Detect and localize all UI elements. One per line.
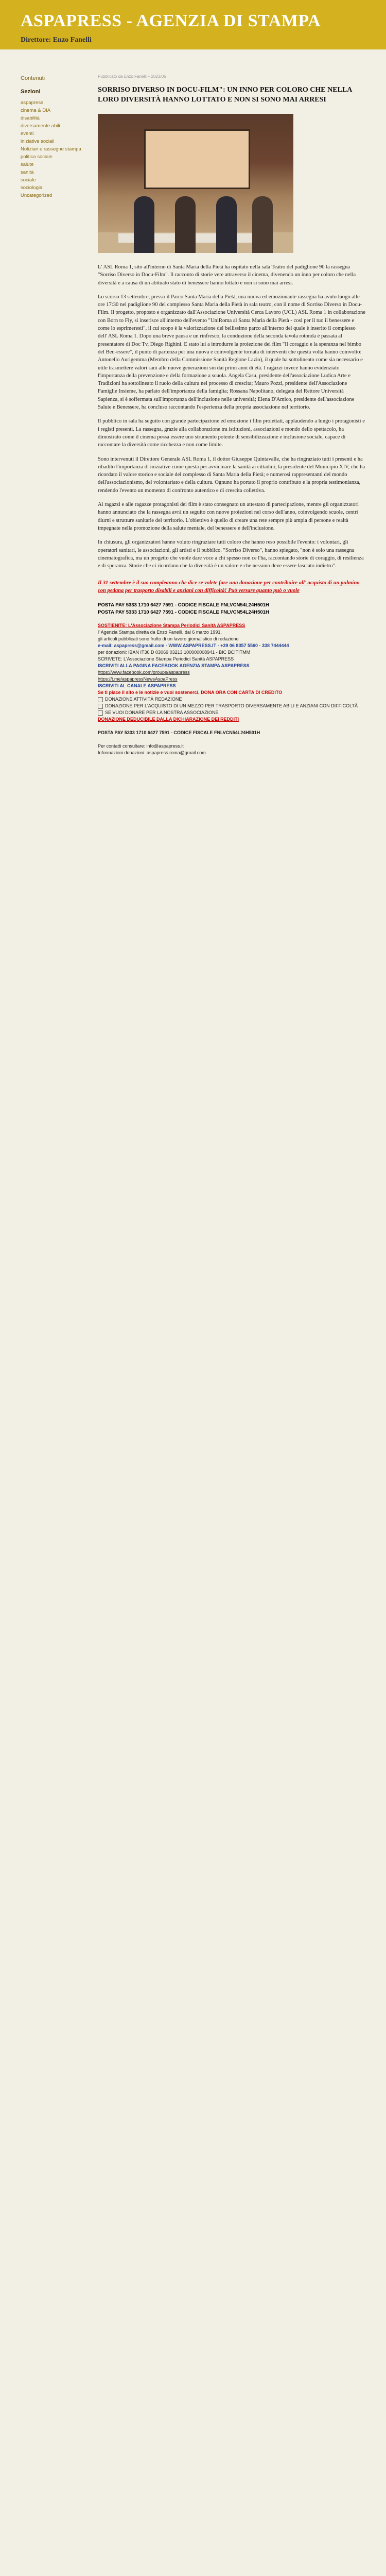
- canal-link[interactable]: ISCRIVITI AL CANALE ASPAPRESS: [98, 683, 176, 689]
- article-meta: Pubblicato da Enzo Fanelli – 2023/05: [98, 74, 166, 79]
- sidebar-title-contents: Contenuti: [21, 75, 45, 81]
- checkbox-icon[interactable]: [98, 697, 103, 702]
- support-line[interactable]: ISCRIVITI ALLA PAGINA FACEBOOK AGENZIA STAMPA ASPAPRESS: [98, 663, 250, 669]
- person-figure: [216, 196, 237, 253]
- support-line: gli articoli pubblicati sono frutto di un lavoro giornalistico di redazione: [98, 636, 239, 642]
- payment-line: POSTA PAY 5333 1710 6427 7591 - CODICE FISCALE FNLVCN54L24H501H: [98, 609, 269, 616]
- donation-option-label: DONAZIONE PER L'ACQUISTO DI UN MEZZO PER TRASPORTO DIVERSAMENTE ABILI E ANZIANI CON DIFFICOLTÀ: [105, 703, 358, 709]
- projection-screen: [144, 129, 250, 189]
- donation-option[interactable]: [98, 709, 365, 716]
- sidebar-item[interactable]: aspapress: [21, 100, 43, 106]
- payment-line: POSTA PAY 5333 1710 6427 7591 - CODICE FISCALE FNLVCN54L24H501H: [98, 602, 269, 608]
- support-link[interactable]: https://t.me/aspapressNewsAspaPress: [98, 676, 178, 682]
- sidebar: [21, 75, 82, 199]
- person-figure: [252, 196, 273, 253]
- sidebar-item[interactable]: sociologia: [21, 185, 43, 191]
- site-header: [0, 0, 386, 49]
- sidebar-item[interactable]: sociale: [21, 177, 36, 183]
- article: [98, 74, 365, 756]
- support-line[interactable]: e-mail: aspapress@gmail.com - WWW.ASPAPRESS.IT - +39 06 8357 5560 - 338 7444444: [98, 643, 289, 649]
- sidebar-item[interactable]: diversamente abili: [21, 123, 60, 129]
- donation-option[interactable]: [98, 696, 365, 703]
- article-paragraph: Ai ragazzi e alle ragazze protagonisti dei film è stato consegnato un attestato di partecipazione, mentre gli organizzatori hanno annunciato che la rassegna avrà un seguito con nuove proiezioni nel corso dell'anno, coinvolgendo scuole, centri diurni e strutture sanitarie del territorio. L'obiettivo è quello di creare una rete sempre più ampia di persone e realtà impegnate nella promozione della salute mentale, del benessere e dell'inclusione.: [98, 502, 359, 531]
- article-title[interactable]: SORRISO DIVERSO IN DOCU-FILM": UN INNO PER COLORO CHE NELLA LORO DIVERSITÀ HANNO LOTTATO E NON SI SONO MAI ARRESI: [98, 86, 352, 104]
- article-paragraph: Sono intervenuti il Direttore Generale ASL Roma 1, il dottor Giuseppe Quintavalle, che ha ringraziato tutti i presenti e ha ribadito l'importanza di iniziative come questa per avvicinare la sanità ai cittadini; la presidente del Municipio XIV, che ha ricordato il valore storico e sociale del complesso di Santa Maria della Pietà; e numerosi rappresentanti del mondo dell'associazionismo, del volontariato e della cultura. Ognuno ha portato il proprio contributo e la propria testimonianza, rendendo l'evento un momento di confronto autentico e di crescita collettiva.: [98, 456, 365, 494]
- info-line[interactable]: Informazioni donazioni: aspapress.roma@gmail.com: [98, 750, 206, 756]
- support-line: SCRIVETE: L'Associazione Stampa Periodici Sanità ASPAPRESS: [98, 656, 234, 662]
- deductible-note: DONAZIONE DEDUCIBILE DALLA DICHIARAZIONE DEI REDDITI: [98, 717, 239, 722]
- donation-option-label: SE VUOI DONARE PER LA NOSTRA ASSOCIAZIONE: [105, 710, 219, 716]
- donate-now[interactable]: Se ti piace il sito e le notizie e vuoi sostenerci, DONA ORA CON CARTA DI CREDITO: [98, 690, 283, 696]
- sidebar-item[interactable]: eventi: [21, 131, 34, 137]
- payment-line: POSTA PAY 5333 1710 6427 7591 - CODICE FISCALE FNLVCN54L24H501H: [98, 730, 260, 736]
- sidebar-item[interactable]: Uncategorized: [21, 193, 52, 198]
- support-link[interactable]: https://www.facebook.com/groups/aspapress: [98, 670, 190, 675]
- payment-info: [98, 602, 365, 616]
- site-title[interactable]: ASPAPRESS - AGENZIA DI STAMPA: [21, 11, 321, 30]
- checkbox-icon[interactable]: [98, 710, 103, 716]
- article-paragraph: In chiusura, gli organizzatori hanno voluto ringraziare tutti coloro che hanno reso possibile l'evento: i volontari, gli operatori sanitari, le associazioni, gli artisti e il pubblico. "Sorriso Diverso", hanno spiegato, "non è solo una rassegna cinematografica, ma un progetto che vuole dare voce a chi spesso non ce l'ha, raccontando storie di coraggio, di resilienza e di speranza. Storie che ci ricordano che la diversità è un valore e che nessuno deve essere lasciato indietro".: [98, 539, 364, 569]
- sidebar-item[interactable]: iniziative sociali: [21, 139, 55, 144]
- article-photo: [98, 114, 293, 253]
- checkbox-icon[interactable]: [98, 704, 103, 709]
- sidebar-item[interactable]: salute: [21, 162, 34, 167]
- support-line: per donazioni: IBAN IT36 D 03069 03213 100000008941 - BIC BCITITMM: [98, 650, 251, 655]
- support-block: [98, 622, 365, 756]
- donation-notice: Il 31 settembre è il suo compleanno che dice se volete fare una donazione per contribuire all' acquisto di un pulmino con pedana per trasporto disabili e anziani con difficoltà! Può versare quanto può o vuole: [98, 580, 360, 594]
- sidebar-item[interactable]: disabilità: [21, 115, 40, 121]
- sidebar-item[interactable]: cinema & DIA: [21, 108, 51, 113]
- article-paragraph: Lo scorso 13 settembre, presso il Parco Santa Maria della Pietà, una nuova ed emozionante rassegna ha avuto luogo alle ore 17:30 nel padiglione 90 del complesso Santa Maria della Pietà in sala teatro, con il nome di Sorriso Diverso in Docu-Film. Il progetto, proposto e organizzato dall'Associazione Università Cerca Lavoro (UCL) ASL Roma 1 in collaborazione con Born to Fly, si inserisce all'interno dell'evento "UniRoma al Santa Maria della Pietà - così per il tuo il benessere e come lo esprimeresti", il cui scopo è la valorizzazione del bellissimo parco all'interno del quale è inserito il complesso dell' ASL Roma 1. Dopo una breve pausa e un rinfresco, la conduzione della seconda tavola rotonda è passata al presentatore di Doc Tv, Diego Righini. E stato lui a introdurre la proiezione dei film "Il coraggio e la speranza nel bimbo del Ben-essere", il punto di partenza per una nuova e coinvolgente tornata di interventi che questa volta hanno coinvolto: Antonello Aurigemma (Membro della Commissione Sanità Regione Lazio), il quale ha sottolineato come sia necessario e utile trasmettere valori sani alle nuove generazioni sin dai primi anni di età. I ragazzi invece hanno evidenziato l'importanza della prevenzione e della formazione a scuola. Angela Casu, presidente dell'associazione Ludica Arte e Tradizioni ha sottolineato il ruolo della cultura nel processo di crescita; Mauro Pozzi, presidente dell'Associazione Famiglie Insieme, ha parlato dell'importanza della famiglia; Rossana Napolitano, delegata del Rettore Università Sapienza, si è soffermata sull'importanza dell'inclusione nelle università; Elena D'Amico, presidente dell'associazione Salute e Benessere, ha concluso raccontando l'esperienza della propria associazione nel territorio.: [98, 294, 365, 411]
- person-figure: [134, 196, 154, 253]
- sidebar-item[interactable]: Notiziari e rassegne stampa: [21, 146, 81, 152]
- sidebar-item[interactable]: politica sociale: [21, 154, 52, 160]
- donation-option-label: DONAZIONE ATTIVITÀ REDAZIONE: [105, 697, 182, 702]
- article-paragraph: Il pubblico in sala ha seguito con grande partecipazione ed emozione i film proiettati, applaudendo a lungo i protagonisti e i registi presenti. La rassegna, grazie alla collaborazione tra istituzioni, associazioni e mondo dello spettacolo, ha dimostrato come il cinema possa essere uno strumento potente di sensibilizzazione e inclusione sociale, capace di raccontare la diversità come ricchezza e non come limite.: [98, 418, 365, 448]
- site-director: Direttore: Enzo Fanelli: [21, 36, 92, 44]
- sidebar-title-sections: Sezioni: [21, 89, 41, 95]
- person-figure: [175, 196, 196, 253]
- support-line: l' Agenzia Stampa diretta da Enzo Fanelli, dal 6 marzo 1991,: [98, 630, 222, 635]
- sidebar-item[interactable]: sanità: [21, 170, 34, 175]
- article-paragraph: L' ASL Roma 1, sito all'interno di Santa Maria della Pietà ha ospitato nella sala Teatro del padiglione 90 la rassegna "Sorriso Diverso in Docu-Film". Il racconto di storie vere attraverso il cinema, divenendo un inno per coloro che nella diversità e a causa di un abituato stato di benessere hanno lottato e non si sono mai arresi.: [98, 264, 356, 286]
- support-title[interactable]: SOSTIENITE: L'Associazione Stampa Periodici Sanità ASPAPRESS: [98, 623, 245, 629]
- contact-line[interactable]: Per contatti consultare: info@aspapress.it: [98, 743, 184, 749]
- donation-option[interactable]: [98, 703, 365, 709]
